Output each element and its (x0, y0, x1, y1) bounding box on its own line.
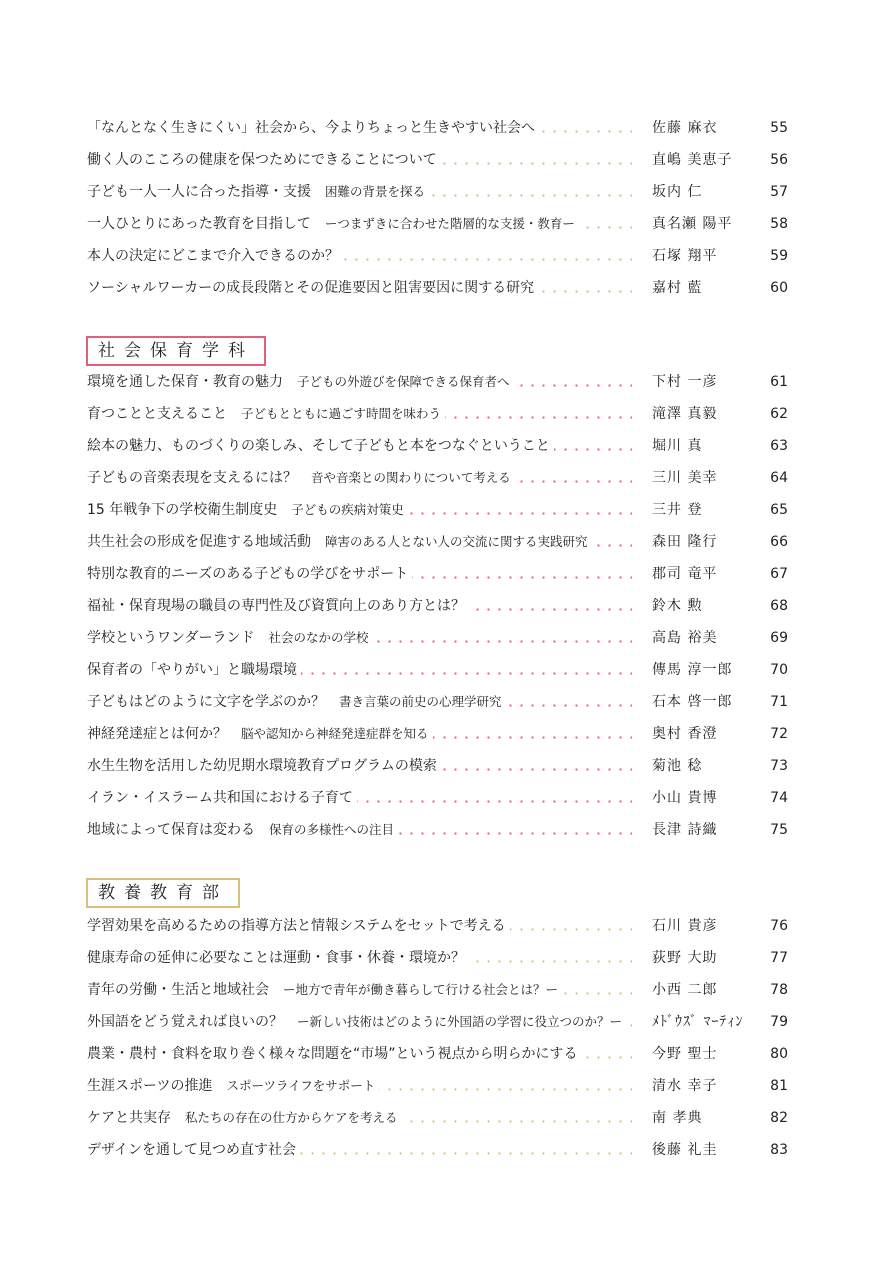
toc-entry-page-number: 71 (770, 694, 788, 710)
toc-entry-author: 南 孝典 (652, 1110, 703, 1126)
toc-entry-title-line (87, 278, 632, 298)
toc-entry-text (87, 438, 554, 454)
toc-entry-text (87, 1110, 402, 1126)
toc-entry (0, 1070, 884, 1102)
toc-entry-subtitle: 私たちの存在の仕方からケアを考える (185, 1110, 398, 1125)
toc-entry-title: 働く人のこころの健康を保つためにできることについて (87, 152, 437, 168)
toc-entry-author: 滝澤 真毅 (652, 406, 718, 422)
toc-entry-subtitle: 保育の多様性への注目 (269, 822, 395, 837)
toc-entry-author: 後藤 礼圭 (652, 1142, 718, 1158)
toc-entry-title: ソーシャルワーカーの成長段階とその促進要因と阻害要因に関する研究 (87, 280, 535, 296)
toc-entry-page-number: 65 (770, 502, 788, 518)
toc-entry-page-number: 66 (770, 534, 788, 550)
toc-entry-title-line (87, 788, 632, 808)
toc-entry-title-line (87, 1012, 632, 1032)
toc-entry-author: 坂内 仁 (652, 184, 703, 200)
toc-entry-title-line (87, 948, 632, 968)
toc-entry-title-line (87, 564, 632, 584)
toc-entry-text (87, 184, 429, 200)
toc-entry-author: 荻野 大助 (652, 950, 718, 966)
toc-entry-title-line (87, 468, 632, 488)
toc-entry-page-number: 55 (770, 120, 788, 136)
toc-entry-text (87, 120, 539, 136)
toc-entry-title-line (87, 436, 632, 456)
toc-entry-text (87, 694, 506, 710)
toc-entry-text (87, 248, 343, 264)
toc-entry-title: 地域によって保育は変わる (87, 822, 255, 838)
toc-entry-page-number: 56 (770, 152, 788, 168)
toc-entry-title: 環境を通した保育・教育の魅力 (87, 374, 283, 390)
toc-entry-author: 下村 一彦 (652, 374, 718, 390)
toc-entry (0, 398, 884, 430)
toc-entry-title-line (87, 596, 632, 616)
toc-entry-page-number: 64 (770, 470, 788, 486)
toc-entry (0, 590, 884, 622)
toc-entry-page-number: 83 (770, 1142, 788, 1158)
toc-entry-author: 清水 幸子 (652, 1078, 718, 1094)
toc-entry (0, 1102, 884, 1134)
toc-entry-title-line (87, 214, 632, 234)
toc-entry (0, 430, 884, 462)
toc-entry-title-line (87, 1044, 632, 1064)
toc-entry-page-number: 81 (770, 1078, 788, 1094)
toc-entry-author: 森田 隆行 (652, 534, 718, 550)
toc-entry-text (87, 374, 514, 390)
toc-entry (0, 240, 884, 272)
toc-entry-author: 今野 聖士 (652, 1046, 718, 1062)
toc-entry-page-number: 73 (770, 758, 788, 774)
toc-entry (0, 782, 884, 814)
toc-entry-text (87, 566, 412, 582)
toc-entry-page-number: 77 (770, 950, 788, 966)
toc-entry-page-number: 80 (770, 1046, 788, 1062)
toc-entry-author: 石川 貴彦 (652, 918, 718, 934)
toc-entry (0, 1038, 884, 1070)
toc-entry-text (87, 502, 408, 518)
toc-entry-title-line (87, 118, 632, 138)
toc-entry-title: デザインを通して見つめ直す社会 (87, 1142, 297, 1158)
toc-entry-author: 石本 啓一郎 (652, 694, 733, 710)
toc-entry-page-number: 57 (770, 184, 788, 200)
toc-entry-subtitle: 子どもの疾病対策史 (291, 502, 404, 517)
toc-entry-title-line (87, 1076, 632, 1096)
toc-entry-text (87, 598, 469, 614)
toc-entry (0, 1134, 884, 1166)
toc-entry-text (87, 1078, 379, 1094)
toc-entry-author: 三井 登 (652, 502, 703, 518)
toc-entry-title: 特別な教育的ニーズのある子どもの学びをサポート (87, 566, 409, 582)
toc-entry-text (87, 630, 372, 646)
toc-entry (0, 622, 884, 654)
toc-entry-author: 小西 二郎 (652, 982, 718, 998)
toc-entry-title-line (87, 756, 632, 776)
toc-entry-title-line (87, 820, 632, 840)
toc-entry (0, 814, 884, 846)
toc-entry-subtitle: 子どもとともに過ごす時間を味わう (241, 406, 442, 421)
toc-entry-title-line (87, 182, 632, 202)
toc-entry-author: 真名瀬 陽平 (652, 216, 733, 232)
toc-entry-title: 生涯スポーツの推進 (87, 1078, 213, 1094)
toc-entry-page-number: 74 (770, 790, 788, 806)
toc-entry-page-number: 62 (770, 406, 788, 422)
toc-entry (0, 654, 884, 686)
toc-entry-title: 外国語をどう覚えれば良いの？ (87, 1014, 283, 1030)
toc-entry-title-line (87, 628, 632, 648)
toc-entry-text (87, 406, 445, 422)
toc-entry-subtitle: スポーツライフをサポート (226, 1078, 376, 1093)
toc-entry-text (87, 726, 433, 742)
toc-entry-text (87, 1142, 300, 1158)
toc-entry-title-line (87, 532, 632, 552)
toc-entry (0, 910, 884, 942)
toc-entry (0, 718, 884, 750)
toc-entry-text (87, 758, 441, 774)
toc-entry-title: ケアと共実存 (87, 1110, 171, 1126)
toc-entry-subtitle: ーつまずきに合わせた階層的な支援・教育ー (324, 216, 575, 231)
toc-entry (0, 526, 884, 558)
toc-entry-text (87, 662, 301, 678)
toc-entry (0, 686, 884, 718)
toc-entry-title: 一人ひとりにあった教育を目指して (87, 216, 311, 232)
toc-entry-text (87, 982, 562, 998)
toc-entry-title: 健康寿命の延伸に必要なことは運動・食事・休養・環境か？ (87, 950, 465, 966)
toc-entry-author: 郡司 竜平 (652, 566, 718, 582)
toc-entry-author: ﾒﾄﾞｳｽﾞ ﾏｰﾃｨﾝ (652, 1014, 744, 1030)
toc-entry-title: 子どもはどのように文字を学ぶのか？ (87, 694, 325, 710)
toc-entry-title-line (87, 980, 632, 1000)
toc-entry (0, 272, 884, 304)
toc-entry-subtitle: 障害のある人とない人の交流に関する実践研究 (325, 534, 588, 549)
toc-entry-title: 子ども一人一人に合った指導・支援 (87, 184, 311, 200)
toc-entry-subtitle: 脳や認知から神経発達症群を知る (241, 726, 429, 741)
toc-entry (0, 494, 884, 526)
toc-entry (0, 1006, 884, 1038)
toc-entry-text (87, 152, 441, 168)
toc-entry-title-line (87, 404, 632, 424)
toc-entry-page-number: 82 (770, 1110, 788, 1126)
toc-entry-author: 長津 詩織 (652, 822, 718, 838)
toc-entry-title: 15 年戦争下の学校衛生制度史 (87, 502, 278, 518)
toc-entry-text (87, 918, 510, 934)
toc-entry (0, 942, 884, 974)
toc-entry-author: 小山 貴博 (652, 790, 718, 806)
toc-entry-title: 福祉・保育現場の職員の専門性及び資質向上のあり方とは？ (87, 598, 465, 614)
toc-entry-page-number: 59 (770, 248, 788, 264)
toc-entry-title: 保育者の「やりがい」と職場環境 (87, 662, 297, 678)
toc-entry-title: 水生生物を活用した幼児期水環境教育プログラムの模索 (87, 758, 437, 774)
toc-entry-title: 学校というワンダーランド (87, 630, 255, 646)
toc-entry-title-line (87, 150, 632, 170)
toc-entry (0, 558, 884, 590)
toc-entry-subtitle: ー新しい技術はどのように外国語の学習に役立つのか？ー (297, 1014, 623, 1029)
toc-entry-subtitle: ー地方で青年が働き暮らして行ける社会とは？ー (283, 982, 559, 997)
toc-entry-subtitle: 社会のなかの学校 (268, 630, 369, 645)
toc-entry (0, 144, 884, 176)
toc-entry (0, 208, 884, 240)
toc-entry-page-number: 67 (770, 566, 788, 582)
toc-entry-text (87, 216, 579, 232)
toc-entry (0, 462, 884, 494)
toc-entry-subtitle: 子どもの外遊びを保障できる保育者へ (297, 374, 510, 389)
toc-entry-page-number: 75 (770, 822, 788, 838)
toc-entry-title: 農業・農村・食料を取り巻く様々な問題を“市場”という視点から明らかにする (87, 1046, 578, 1062)
toc-entry-title: 子どもの音楽表現を支えるには？ (87, 470, 297, 486)
toc-entry-title-line (87, 660, 632, 680)
toc-entry (0, 750, 884, 782)
toc-entry-author: 傳馬 淳一郎 (652, 662, 733, 678)
toc-entry-text (87, 470, 515, 486)
toc-entry-page-number: 61 (770, 374, 788, 390)
toc-entry-title: 絵本の魅力、ものづくりの楽しみ、そして子どもと本をつなぐということ (87, 438, 550, 454)
toc-entry-page-number: 69 (770, 630, 788, 646)
toc-entry-title: 青年の労働・生活と地域社会 (87, 982, 269, 998)
toc-entry (0, 176, 884, 208)
toc-entry (0, 366, 884, 398)
toc-entry-text (87, 1046, 582, 1062)
toc-entry-title: 学習効果を高めるための指導方法と情報システムをセットで考える (87, 918, 506, 934)
toc-entry-subtitle: 音や音楽との関わりについて考える (311, 470, 511, 485)
toc-entry-subtitle: 書き言葉の前史の心理学研究 (339, 694, 502, 709)
toc-entry-title: 共生社会の形成を促進する地域活動 (87, 534, 311, 550)
toc-entry-page-number: 70 (770, 662, 788, 678)
toc-entry-text (87, 1014, 626, 1030)
toc-entry-author: 堀川 真 (652, 438, 703, 454)
toc-entry-author: 直嶋 美恵子 (652, 152, 733, 168)
toc-entry-title-line (87, 692, 632, 712)
toc-entry-page-number: 72 (770, 726, 788, 742)
toc-entry-title-line (87, 500, 632, 520)
toc-entry-author: 鈴木 勲 (652, 598, 703, 614)
section-heading-liberal: 教養教育部 (86, 878, 240, 908)
toc-entry-page-number: 68 (770, 598, 788, 614)
toc-entry-title-line (87, 1140, 632, 1160)
toc-entry-page-number: 79 (770, 1014, 788, 1030)
toc-entry-author: 佐藤 麻衣 (652, 120, 718, 136)
toc-entry-author: 高島 裕美 (652, 630, 718, 646)
toc-entry-author: 石塚 翔平 (652, 248, 718, 264)
section-heading-childcare: 社会保育学科 (86, 336, 266, 366)
toc-entry-text (87, 822, 398, 838)
toc-entry-author: 三川 美幸 (652, 470, 718, 486)
toc-entry-title-line (87, 1108, 632, 1128)
toc-entry-title: 本人の決定にどこまで介入できるのか？ (87, 248, 339, 264)
toc-entry (0, 112, 884, 144)
toc-entry-page-number: 60 (770, 280, 788, 296)
toc-entry-author: 嘉村 藍 (652, 280, 703, 296)
toc-entry-title-line (87, 916, 632, 936)
toc-entry-title-line (87, 246, 632, 266)
toc-entry-title-line (87, 372, 632, 392)
toc-entry-page-number: 78 (770, 982, 788, 998)
toc-entry-text (87, 790, 357, 806)
toc-entry-title-line (87, 724, 632, 744)
toc-entry-title: 育つことと支えること (87, 406, 227, 422)
toc-entry-page-number: 76 (770, 918, 788, 934)
toc-entry-title: イラン・イスラーム共和国における子育て (87, 790, 353, 806)
toc-entry-page-number: 58 (770, 216, 788, 232)
toc-entry-title: 神経発達症とは何か？ (87, 726, 227, 742)
toc-entry-subtitle: 困難の背景を探る (325, 184, 426, 199)
toc-entry-title: 「なんとなく生きにくい」社会から、今よりちょっと生きやすい社会へ (87, 120, 535, 136)
toc-entry-author: 菊池 稔 (652, 758, 703, 774)
toc-entry-text (87, 950, 469, 966)
toc-entry (0, 974, 884, 1006)
toc-entry-text (87, 280, 538, 296)
toc-entry-text (87, 534, 592, 550)
toc-entry-author: 奥村 香澄 (652, 726, 718, 742)
toc-entry-page-number: 63 (770, 438, 788, 454)
